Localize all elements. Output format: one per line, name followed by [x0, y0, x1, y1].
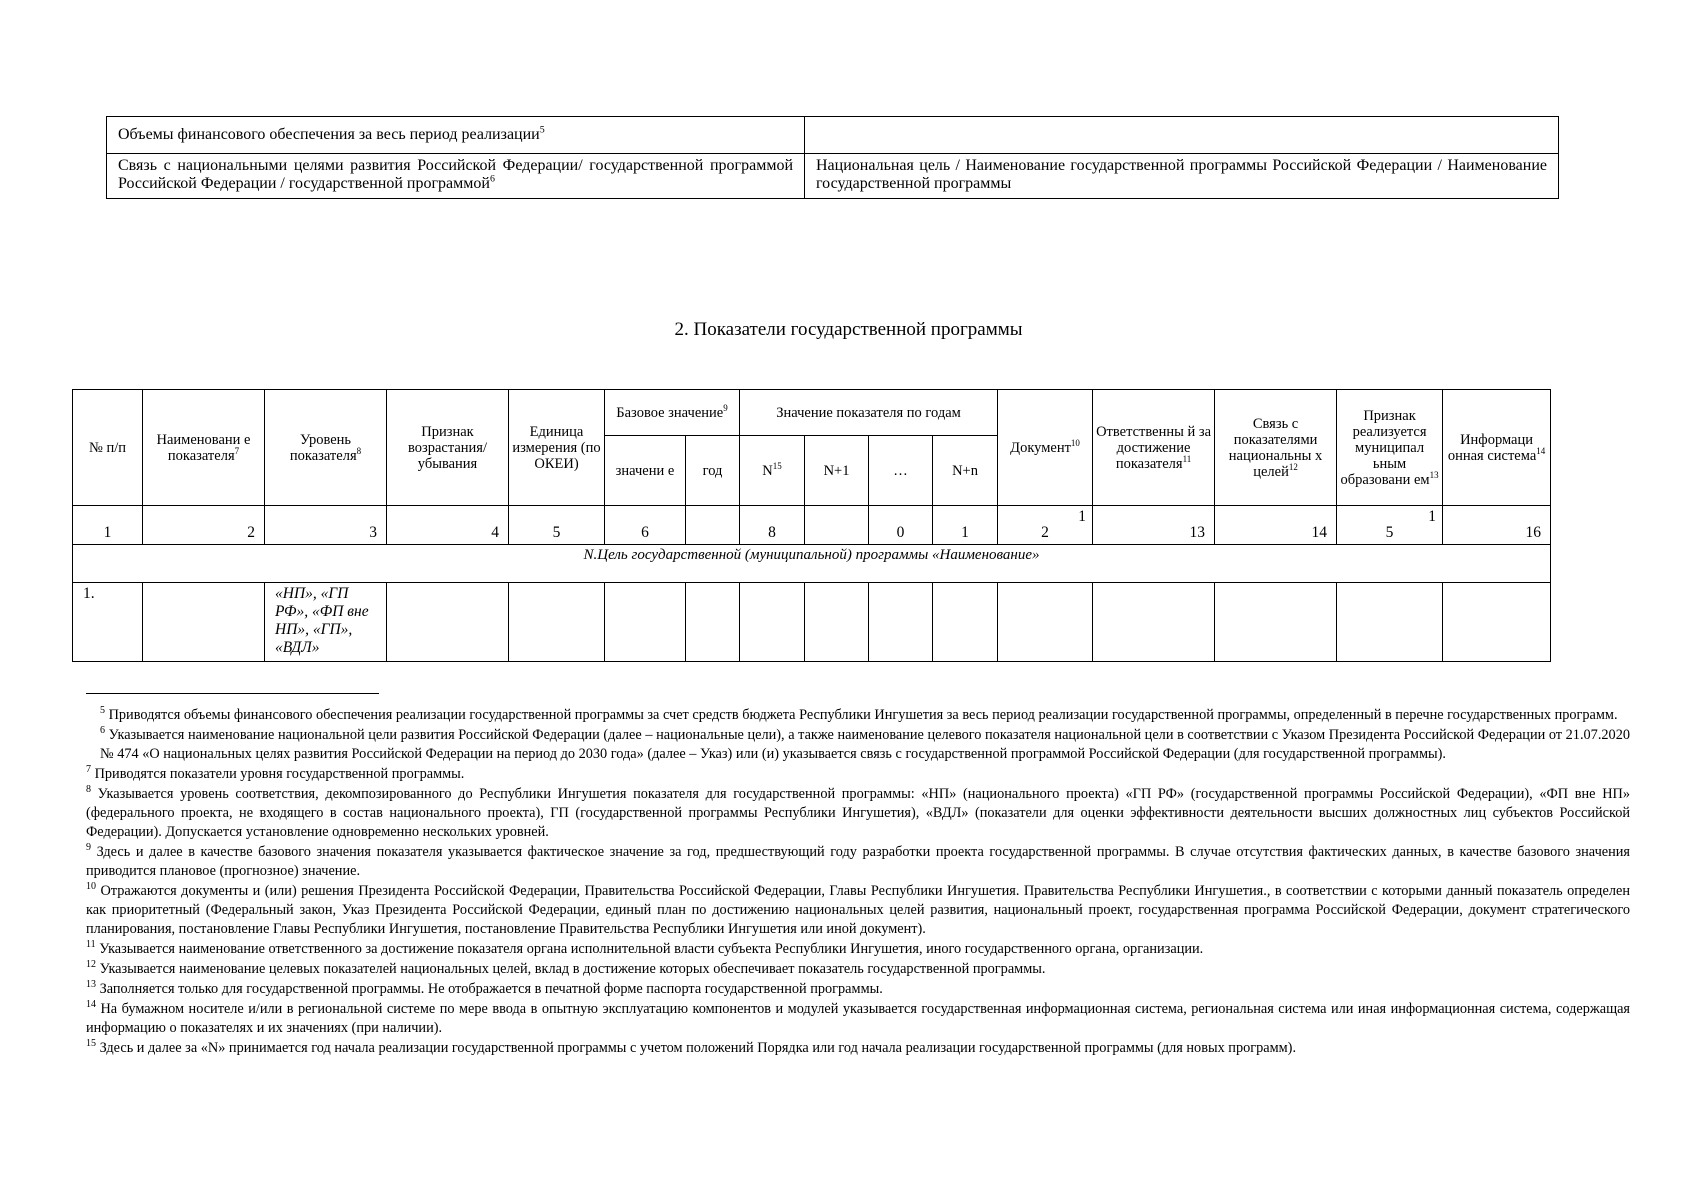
col-num-8: 8	[740, 506, 805, 545]
col-num-7	[686, 506, 740, 545]
passport-table	[106, 116, 1559, 199]
col-header-by-years: Значение показателя по годам	[740, 390, 998, 436]
col-num-4: 4	[387, 506, 509, 545]
col-num-16: 16	[1443, 506, 1551, 545]
col-num-2: 2	[143, 506, 265, 545]
col-num-9	[805, 506, 869, 545]
row-name	[143, 583, 265, 662]
col-header-document: Документ$^{10}$	[998, 390, 1093, 506]
goals-link-row	[107, 154, 1559, 199]
col-header-unit: Единица измерения (по ОКЕИ)	[509, 390, 605, 506]
footnote-15: $^{15}$ Здесь и далее за «N» принимается год начала реализации государственной программы с учетом положений Порядка или год начала реализации государственной программы (для новых программ).	[86, 1038, 1297, 1056]
col-header-base-value: значени е	[605, 436, 686, 506]
table-row	[73, 583, 1551, 662]
goal-row	[73, 545, 1551, 583]
col-num-6: 6	[605, 506, 686, 545]
col-header-base-year: год	[686, 436, 740, 506]
funding-row	[107, 117, 1559, 154]
row-year-n	[740, 583, 805, 662]
footnotes	[86, 706, 1630, 1059]
row-year-dots	[869, 583, 933, 662]
row-base-value	[605, 583, 686, 662]
row-responsible	[1093, 583, 1215, 662]
footnote-7: $^7$ Приводятся показатели уровня государственной программы.	[86, 764, 465, 782]
col-header-level: Уровень показателя$^8$	[265, 390, 387, 506]
col-num-15	[1337, 506, 1443, 545]
col-header-name: Наименовани е показателя$^7$	[143, 390, 265, 506]
col-num-12	[998, 506, 1093, 545]
row-unit	[509, 583, 605, 662]
col-header-infosystem: Информаци онная система$^{14}$	[1443, 390, 1551, 506]
row-link	[1215, 583, 1337, 662]
row-num: 1.	[73, 583, 143, 662]
col-num-14: 14	[1215, 506, 1337, 545]
footnote-8: $^8$ Указывается уровень соответствия, декомпозированного до Республики Ингушетия показателя для государственной программы: «НП» (национального проекта) «ГП РФ» (государственной программы Российской Федерации), «ФП вне НП» (федерального проекта, не входящего в состав национального проекта), ГП (государственной программы Республики Ингушетия), «ВДЛ» (показатели для оценки эффективности деятельности высших должностных лиц субъектов Российской Федерации). Допускается установление одновременно нескольких уровней.	[86, 784, 1630, 840]
col-num-15-top: 1	[1428, 508, 1437, 525]
section-title: 2. Показатели государственной программы	[674, 319, 1023, 340]
row-level: «НП», «ГП РФ», «ФП вне НП», «ГП», «ВДЛ»	[265, 583, 387, 662]
footnote-9: $^9$ Здесь и далее в качестве базового значения показателя указывается фактическое значение за год, предшествующий году разработки проекта государственной программы. В случае отсутствия фактических данных, в качестве базового значения приводится плановое (прогнозное) значение.	[86, 842, 1630, 879]
header-row-1	[73, 390, 1551, 436]
footnote-12: $^{12}$ Указывается наименование целевых показателей национальных целей, вклад в достижение которых обеспечивает показатель государственной программы.	[86, 959, 1046, 977]
col-header-municipal: Признак реализуется муниципал ьным образовани $ем^{13}$	[1337, 390, 1443, 506]
col-header-responsible: Ответственны й за достижение показателя$^{11}$	[1093, 390, 1215, 506]
footnote-13: $^{13}$ Заполняется только для государственной программы. Не отображается в печатной форме паспорта государственной программы.	[86, 979, 883, 997]
col-num-13: 13	[1093, 506, 1215, 545]
indicators-table	[72, 389, 1551, 662]
col-header-trend: Признак возрастания/ убывания	[387, 390, 509, 506]
row-infosystem	[1443, 583, 1551, 662]
funding-value	[805, 117, 1559, 154]
col-num-1: 1	[73, 506, 143, 545]
col-num-10: 0	[869, 506, 933, 545]
goal-title: N.Цель государственной (муниципальной) программы «Наименование»	[73, 545, 1551, 583]
col-header-num: № п/п	[73, 390, 143, 506]
col-header-year-dots: …	[869, 436, 933, 506]
row-municipal	[1337, 583, 1443, 662]
col-header-year-nn: N+n	[933, 436, 998, 506]
footnote-5: $^5$ Приводятся объемы финансового обеспечения реализации государственной программы за счет средств бюджета Республики Ингушетия за весь период реализации государственной программы, определенный в перечне государственных программ.	[100, 705, 1618, 723]
goals-link-label: Связь с национальными целями развития Российской Федерации/ государственной программой Российской Федерации / государственной программой$^6$	[107, 154, 805, 199]
col-num-15-bottom: 5	[1385, 524, 1394, 541]
footnote-14: $^{14}$ На бумажном носителе и/или в региональной системе по мере ввода в опытную эксплуатацию компонентов и модулей указывается государственная информационная система, региональная система или иная информационная система, содержащая информацию о показателях и их значениях (при наличии).	[86, 999, 1630, 1036]
col-header-link: Связь с показателями национальны х целей$^{12}$	[1215, 390, 1337, 506]
col-num-3: 3	[265, 506, 387, 545]
row-document	[998, 583, 1093, 662]
footnote-separator	[86, 693, 379, 694]
col-header-year-n: $N^{15}$	[740, 436, 805, 506]
row-year-nn	[933, 583, 998, 662]
funding-label: Объемы финансового обеспечения за весь период реализации$^5$	[107, 117, 805, 154]
goals-link-value: Национальная цель / Наименование государственной программы Российской Федерации / Наименование государственной программы	[805, 154, 1559, 199]
col-num-12-bottom: 2	[1041, 524, 1049, 541]
col-num-11: 1	[933, 506, 998, 545]
footnote-11: $^{11}$ Указывается наименование ответственного за достижение показателя органа исполнительной власти субъекта Республики Ингушетия, иного государственного органа, организации.	[86, 939, 1204, 957]
col-header-base: Базовое значение$^9$	[605, 390, 740, 436]
row-year-n1	[805, 583, 869, 662]
row-trend	[387, 583, 509, 662]
col-num-5: 5	[509, 506, 605, 545]
col-num-12-top: 1	[1078, 508, 1087, 525]
footnote-6: $^6$ Указывается наименование национальной цели развития Российской Федерации (далее – национальные цели), а также наименование целевого показателя национальной цели в соответствии с Указом Президента Российской Федерации от 21.07.2020 № 474 «О национальных целях развития Российской Федерации на период до 2030 года» (далее – Указ) или (и) указывается связь с государственной программой Российской Федерации (для государственной программы).	[100, 725, 1630, 762]
col-header-year-n1: N+1	[805, 436, 869, 506]
row-base-year	[686, 583, 740, 662]
footnote-10: $^{10}$ Отражаются документы и (или) решения Президента Российской Федерации, Правительства Российской Федерации, Главы Республики Ингушетия. Правительства Республики Ингушетия., в соответствии с которыми данный показатель определен как приоритетный (Федеральный закон, Указ Президента Российской Федерации, единый план по достижению национальных целей развития, национальный проект, государственная программа Российской Федерации, документ стратегического планирования, постановление Главы Республики Ингушетия, постановление Правительства Республики Ингушетия или иной документ).	[86, 881, 1630, 937]
column-numbers-row	[73, 506, 1551, 545]
